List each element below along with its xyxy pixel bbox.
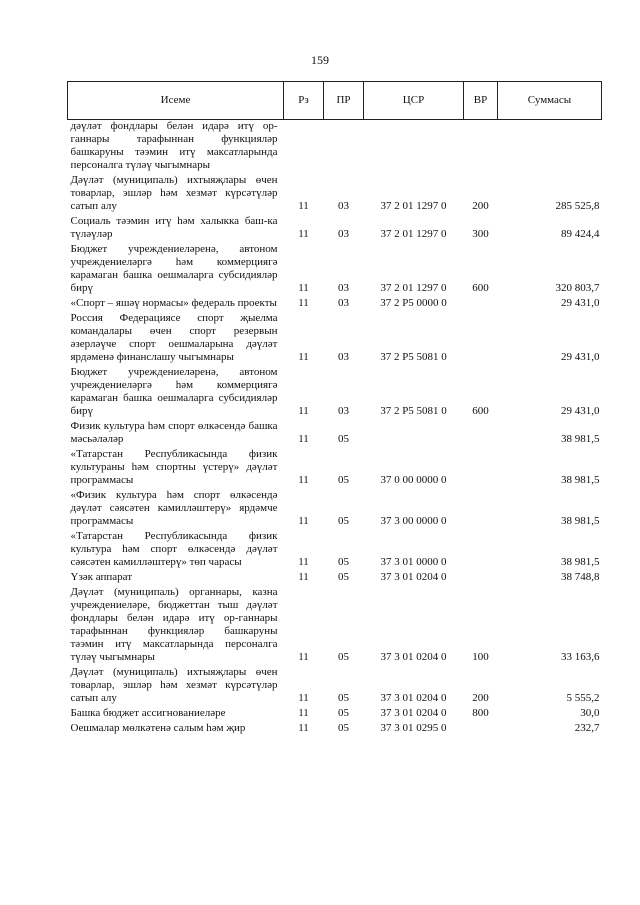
cell-name: «Татарстан Республикасында физик культура һәм спорт өлкәсендә дәүләт сәясәтен камилләштерү» төп чарасы: [70, 530, 278, 568]
cell-pr: 05: [338, 692, 349, 704]
table-row: [68, 297, 602, 312]
cell-rz: 11: [298, 707, 309, 719]
cell-vr: 200: [472, 692, 489, 704]
cell-rz: 11: [298, 556, 309, 568]
cell-rz: 11: [298, 474, 309, 486]
cell-csr: [364, 420, 464, 448]
cell-name: Дәүләт (муниципаль) ихтыяҗлары өчен товарлар, эшләр һәм хезмәт күрсәтүләр сатып алу: [70, 174, 278, 212]
table-row: [68, 215, 602, 243]
table-body: [68, 120, 602, 738]
cell-name: Бюджет учреждениеләренә, автоном учреждениеләргә һәм коммерциягә карамаган башка оешмаларга субсидияләр бирү: [70, 366, 278, 417]
cell-vr: 200: [472, 200, 489, 212]
table-row: [68, 120, 602, 175]
cell-sum: 320 803,7: [555, 282, 600, 294]
table-row: [68, 366, 602, 420]
header-csr: ЦСР: [364, 82, 464, 120]
cell-csr: 37 2 P5 5081 0: [380, 405, 447, 417]
cell-pr: 03: [338, 405, 349, 417]
table-row: [68, 243, 602, 297]
cell-csr: 37 0 00 0000 0: [380, 474, 447, 486]
cell-vr: 600: [472, 405, 489, 417]
cell-rz: 11: [298, 405, 309, 417]
cell-rz: 11: [298, 297, 309, 309]
cell-name: «Спорт – яшәү нормасы» федераль проекты: [70, 297, 277, 309]
header-rz: Рз: [284, 82, 324, 120]
cell-csr: 37 3 01 0204 0: [380, 692, 447, 704]
table-header: [68, 82, 602, 120]
cell-csr: 37 2 01 1297 0: [380, 228, 447, 240]
cell-sum: 89 424,4: [561, 228, 600, 240]
cell-rz: 11: [298, 515, 309, 527]
cell-sum: 232,7: [574, 722, 600, 734]
cell-name: Социаль тәэмин итү һәм халыкка баш-ка түләүләр: [70, 215, 278, 240]
cell-rz: 11: [298, 692, 309, 704]
cell-sum: 285 525,8: [555, 200, 600, 212]
table-row: [68, 586, 602, 666]
cell-sum: 29 431,0: [561, 297, 600, 309]
cell-pr: 05: [338, 651, 349, 663]
table-row: [68, 312, 602, 366]
table-row: [68, 666, 602, 707]
cell-name: «Физик культура һәм спорт өлкәсендә дәүләт сәясәтен камилләштерү» ярдәмче программасы: [70, 489, 278, 527]
cell-csr: 37 3 01 0204 0: [380, 651, 447, 663]
cell-rz: [284, 120, 324, 175]
table-row: [68, 489, 602, 530]
cell-sum: 30,0: [580, 707, 600, 719]
cell-vr: [464, 312, 498, 366]
cell-csr: 37 2 P5 5081 0: [380, 351, 447, 363]
table-row: [68, 722, 602, 737]
cell-pr: 03: [338, 297, 349, 309]
cell-rz: 11: [298, 433, 309, 445]
cell-sum: 29 431,0: [561, 405, 600, 417]
cell-pr: 03: [338, 282, 349, 294]
cell-pr: 05: [338, 433, 349, 445]
cell-pr: 03: [338, 351, 349, 363]
table-row: [68, 707, 602, 722]
cell-sum: [498, 120, 602, 175]
cell-sum: 38 981,5: [561, 515, 600, 527]
cell-csr: 37 3 01 0000 0: [380, 556, 447, 568]
cell-csr: 37 3 01 0204 0: [380, 571, 447, 583]
cell-rz: 11: [298, 282, 309, 294]
cell-csr: 37 2 P5 0000 0: [380, 297, 447, 309]
cell-pr: 05: [338, 474, 349, 486]
budget-table: [67, 81, 602, 737]
cell-rz: 11: [298, 200, 309, 212]
header-name: Исеме: [68, 82, 284, 120]
cell-vr: [464, 297, 498, 312]
header-vr: ВР: [464, 82, 498, 120]
cell-rz: 11: [298, 722, 309, 734]
cell-pr: 05: [338, 722, 349, 734]
cell-csr: 37 2 01 1297 0: [380, 200, 447, 212]
cell-vr: [464, 448, 498, 489]
cell-name: Оешмалар мөлкәтенә салым һәм җир: [70, 722, 246, 734]
cell-sum: 38 981,5: [561, 556, 600, 568]
cell-pr: 03: [338, 228, 349, 240]
cell-vr: [464, 571, 498, 586]
cell-csr: [364, 120, 464, 175]
cell-name: Россия Федерациясе спорт җыелма командалары өчен спорт резервын әзерләүче спорт оешмаларына дәүләт ярдәменә финанслашу чыгымнары: [70, 312, 278, 363]
cell-name: «Татарстан Республикасында физик культураны һәм спортны үстерү» дәүләт программасы: [70, 448, 278, 486]
cell-sum: 5 555,2: [566, 692, 600, 704]
cell-csr: 37 3 01 0295 0: [380, 722, 447, 734]
cell-vr: [464, 489, 498, 530]
cell-vr: 100: [472, 651, 489, 663]
cell-sum: 38 748,8: [561, 571, 600, 583]
cell-name: Дәүләт (муниципаль) органнары, казна учреждениеләре, бюджеттан тыш дәүләт фондлары белән идарә итү ор-ганнары тарафыннан функцияләр башкаруны тәэмин итү максатларында персоналга түләү чыгымнары: [70, 586, 278, 663]
cell-csr: 37 2 01 1297 0: [380, 282, 447, 294]
cell-vr: 300: [472, 228, 489, 240]
cell-rz: 11: [298, 571, 309, 583]
cell-sum: 38 981,5: [561, 474, 600, 486]
table-row: [68, 530, 602, 571]
cell-vr: [464, 530, 498, 571]
cell-pr: 05: [338, 515, 349, 527]
cell-csr: 37 3 01 0204 0: [380, 707, 447, 719]
cell-pr: [324, 120, 364, 175]
table-row: [68, 174, 602, 215]
cell-name: Дәүләт (муниципаль) ихтыяҗлары өчен товарлар, эшләр һәм хезмәт күрсәтүләр сатып алу: [70, 666, 278, 704]
cell-rz: 11: [298, 228, 309, 240]
cell-rz: 11: [298, 351, 309, 363]
table-row: [68, 571, 602, 586]
cell-sum: 29 431,0: [561, 351, 600, 363]
cell-sum: 38 981,5: [561, 433, 600, 445]
cell-name: дәүләт фондлары белән идарә итү ор-ганнары тарафыннан функцияләр башкаруны тәэмин итү максатларында персоналга түләү чыгымнары: [70, 120, 278, 171]
cell-pr: 05: [338, 707, 349, 719]
cell-sum: 33 163,6: [561, 651, 600, 663]
cell-vr: [464, 120, 498, 175]
cell-name: Бюджет учреждениеләренә, автоном учреждениеләргә һәм коммерциягә карамаган башка оешмаларга субсидияләр бирү: [70, 243, 278, 294]
cell-name: Үзәк аппарат: [70, 571, 133, 583]
cell-name: Физик культура һәм спорт өлкәсендә башка мәсьәләләр: [70, 420, 278, 445]
cell-vr: [464, 722, 498, 737]
page-number: 159: [311, 53, 329, 67]
table-row: [68, 420, 602, 448]
cell-vr: [464, 420, 498, 448]
table-row: [68, 448, 602, 489]
cell-vr: 800: [472, 707, 489, 719]
cell-pr: 05: [338, 571, 349, 583]
cell-rz: 11: [298, 651, 309, 663]
cell-pr: 05: [338, 556, 349, 568]
cell-csr: 37 3 00 0000 0: [380, 515, 447, 527]
cell-name: Башка бюджет ассигнованиеләре: [70, 707, 226, 719]
header-sum: Суммасы: [498, 82, 602, 120]
cell-vr: 600: [472, 282, 489, 294]
cell-pr: 03: [338, 200, 349, 212]
header-pr: ПР: [324, 82, 364, 120]
